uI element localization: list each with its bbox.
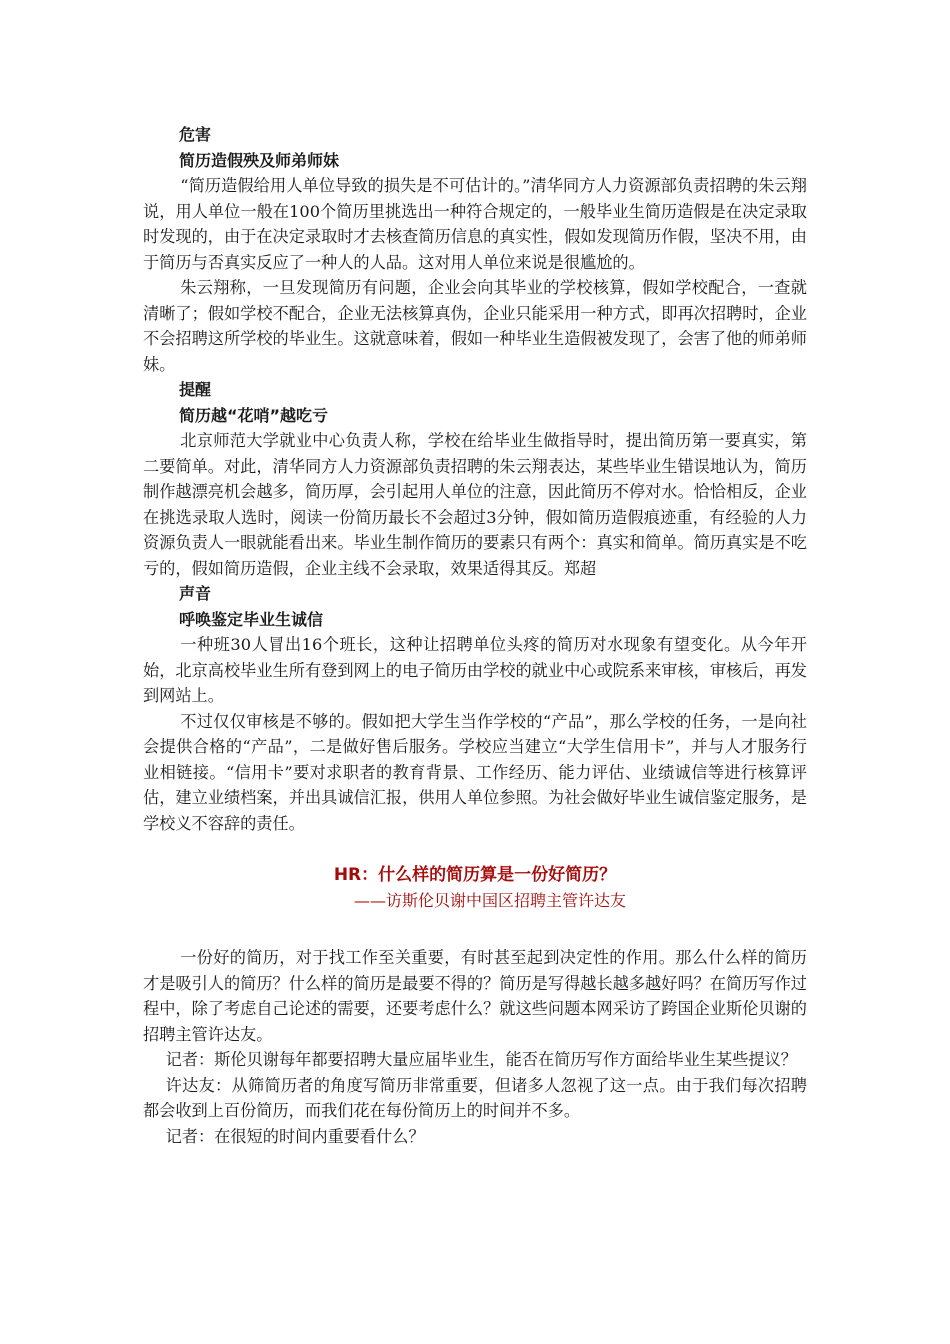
- paragraph: 朱云翔称，一旦发现简历有问题，企业会向其毕业的学校核算，假如学校配合，一查就清晰了；假如学校不配合，企业无法核算真伪，企业只能采用一种方式，即再次招聘时，企业不会招聘这所学校的毕业生。这就意味着，假如一种毕业生造假被发现了，会害了他的师弟师妹。: [143, 278, 807, 374]
- article-body: [143, 945, 807, 1149]
- section-title: 呼唤鉴定毕业生诚信: [179, 609, 324, 629]
- article-intro: 一份好的简历，对于找工作至关重要，有时甚至起到决定性的作用。那么什么样的简历才是吸引人的简历？什么样的简历是最要不得的？简历是写得越长越多越好吗？在简历写作过程中，除了考虑自己论述的需要，还要考虑什么？就这些问题本网采访了跨国企业斯伦贝谢的招聘主管许达友。: [143, 948, 807, 1044]
- section-label: 声音: [179, 584, 212, 603]
- section-label: 提醒: [179, 380, 212, 399]
- dialogue-line: 许达友：从筛简历者的角度写简历非常重要，但诸多人忽视了这一点。由于我们每次招聘都会收到上百份简历，而我们花在每份简历上的时间并不多。: [143, 1075, 807, 1120]
- section-label: 危害: [179, 125, 212, 144]
- paragraph: 不过仅仅审核是不够的。假如把大学生当作学校的“产品”，那么学校的任务，一是向社会提供合格的“产品”，二是做好售后服务。学校应当建立“大学生信用卡”，并与人才服务行业相链接。“信用卡”要对求职者的教育背景、工作经历、能力评估、业绩诚信等进行核算评估，建立业绩档案，并出具诚信汇报，供用人单位参照。为社会做好毕业生诚信鉴定服务，是学校义不容辞的责任。: [143, 711, 807, 833]
- document-page: [143, 122, 807, 1149]
- paragraph: 北京师范大学就业中心负责人称，学校在给毕业生做指导时，提出简历第一要真实，第二要简单。对此，清华同方人力资源部负责招聘的朱云翔表达，某些毕业生错误地认为，简历制作越漂亮机会越多，简历厚，会引起用人单位的注意，因此简历不停对水。恰恰相反，企业在挑选录取人选时，阅读一份简历最长不会超过3分钟，假如简历造假痕迹重，有经验的人力资源负责人一眼就能看出来。毕业生制作简历的要素只有两个：真实和简单。简历真实是不吃亏的，假如简历造假，企业主线不会录取，效果适得其反。郑超: [143, 431, 807, 578]
- section-title: 简历越“花哨”越吃亏: [179, 405, 329, 425]
- section-harm: [143, 122, 807, 377]
- article-header: [143, 862, 807, 913]
- article-title: HR：什么样的简历算是一份好简历？: [333, 865, 617, 885]
- section-title: 简历造假殃及师弟师妹: [179, 150, 340, 170]
- paragraph: 一种班30人冒出16个班长，这种让招聘单位头疼的简历对水现象有望变化。从今年开始，北京高校毕业生所有登到网上的电子简历由学校的就业中心或院系来审核，审核后，再发到网站上。: [143, 635, 807, 705]
- section-voice: [143, 581, 807, 836]
- dialogue-line: 记者：在很短的时间内重要看什么？: [165, 1126, 425, 1146]
- article-subtitle: ——访斯伦贝谢中国区招聘主管许达友: [353, 891, 626, 910]
- paragraph: “简历造假给用人单位导致的损失是不可估计的。”清华同方人力资源部负责招聘的朱云翔说，用人单位一般在100个简历里挑选出一种符合规定的，一般毕业生简历造假是在决定录取时发现的，由于在决定录取时才去核查简历信息的真实性，假如发现简历作假，坚决不用，由于简历与否真实反应了一种人的人品。这对用人单位来说是很尴尬的。: [143, 176, 807, 272]
- section-reminder: [143, 377, 807, 581]
- dialogue-line: 记者：斯伦贝谢每年都要招聘大量应届毕业生，能否在简历写作方面给毕业生某些提议？: [165, 1050, 797, 1069]
